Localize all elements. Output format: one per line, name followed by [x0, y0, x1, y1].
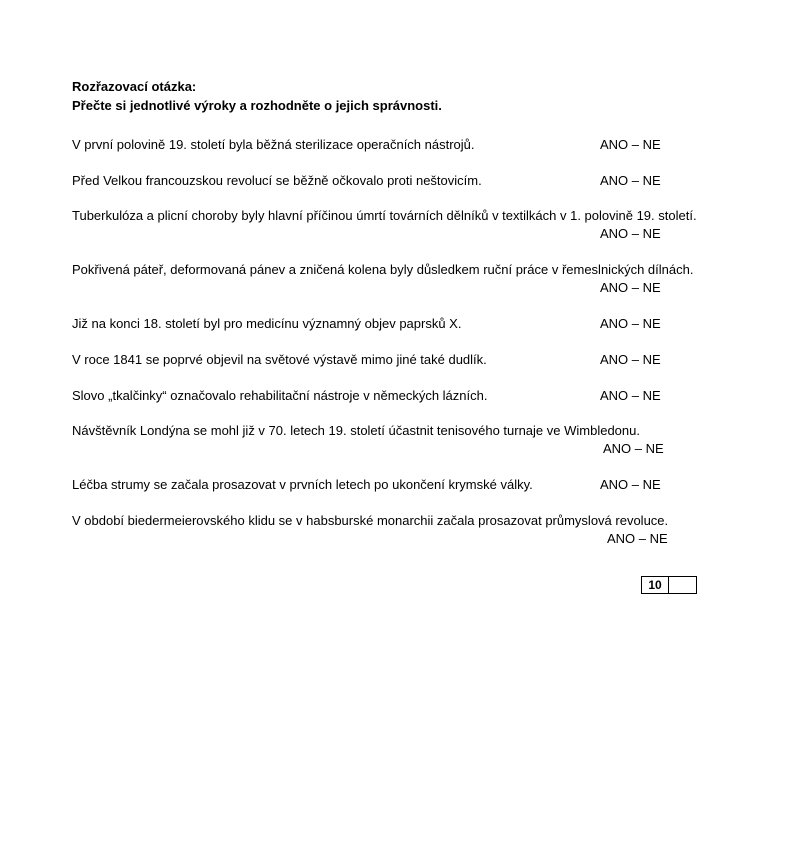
answer-options[interactable]: ANO – NE	[600, 388, 661, 403]
score-box	[641, 576, 697, 594]
max-points: 10	[642, 577, 669, 593]
answer-options[interactable]: ANO – NE	[600, 352, 661, 367]
question-text: V období biedermeierovského klidu se v habsburské monarchii začala prosazovat průmyslová revoluce.	[72, 513, 669, 528]
answer-options[interactable]: ANO – NE	[600, 173, 661, 188]
question-text: Tuberkulóza a plicní choroby byly hlavní příčinou úmrtí továrních dělníků v textilkách v 1. polovině 19. století.	[72, 208, 697, 223]
answer-options[interactable]: ANO – NE	[600, 137, 661, 152]
answer-options[interactable]: ANO – NE	[607, 531, 668, 546]
task-instruction: Přečte si jednotlivé výroky a rozhodněte o jejich správnosti.	[72, 98, 442, 113]
question-text: Slovo „tkalčinky“ označovalo rehabilitační nástroje v německých lázních.	[72, 388, 488, 403]
question-text: Již na konci 18. století byl pro medicínu významný objev paprsků X.	[72, 316, 462, 331]
answer-options[interactable]: ANO – NE	[603, 441, 664, 456]
answer-options[interactable]: ANO – NE	[600, 477, 661, 492]
question-text: Před Velkou francouzskou revolucí se běžně očkovalo proti neštovicím.	[72, 173, 482, 188]
answer-options[interactable]: ANO – NE	[600, 316, 661, 331]
task-title: Rozřazovací otázka:	[72, 79, 197, 94]
question-text: Pokřivená páteř, deformovaná pánev a zničená kolena byly důsledkem ruční práce v řemeslnických dílnách.	[72, 262, 694, 277]
question-text: V první polovině 19. století byla běžná sterilizace operačních nástrojů.	[72, 137, 475, 152]
question-text: V roce 1841 se poprvé objevil na světové výstavě mimo jiné také dudlík.	[72, 352, 487, 367]
question-text: Léčba strumy se začala prosazovat v prvních letech po ukončení krymské války.	[72, 477, 533, 492]
answer-options[interactable]: ANO – NE	[600, 226, 661, 241]
answer-options[interactable]: ANO – NE	[600, 280, 661, 295]
earned-points-field[interactable]	[669, 577, 696, 593]
question-text: Návštěvník Londýna se mohl již v 70. letech 19. století účastnit tenisového turnaje ve Wimbledonu.	[72, 423, 640, 438]
